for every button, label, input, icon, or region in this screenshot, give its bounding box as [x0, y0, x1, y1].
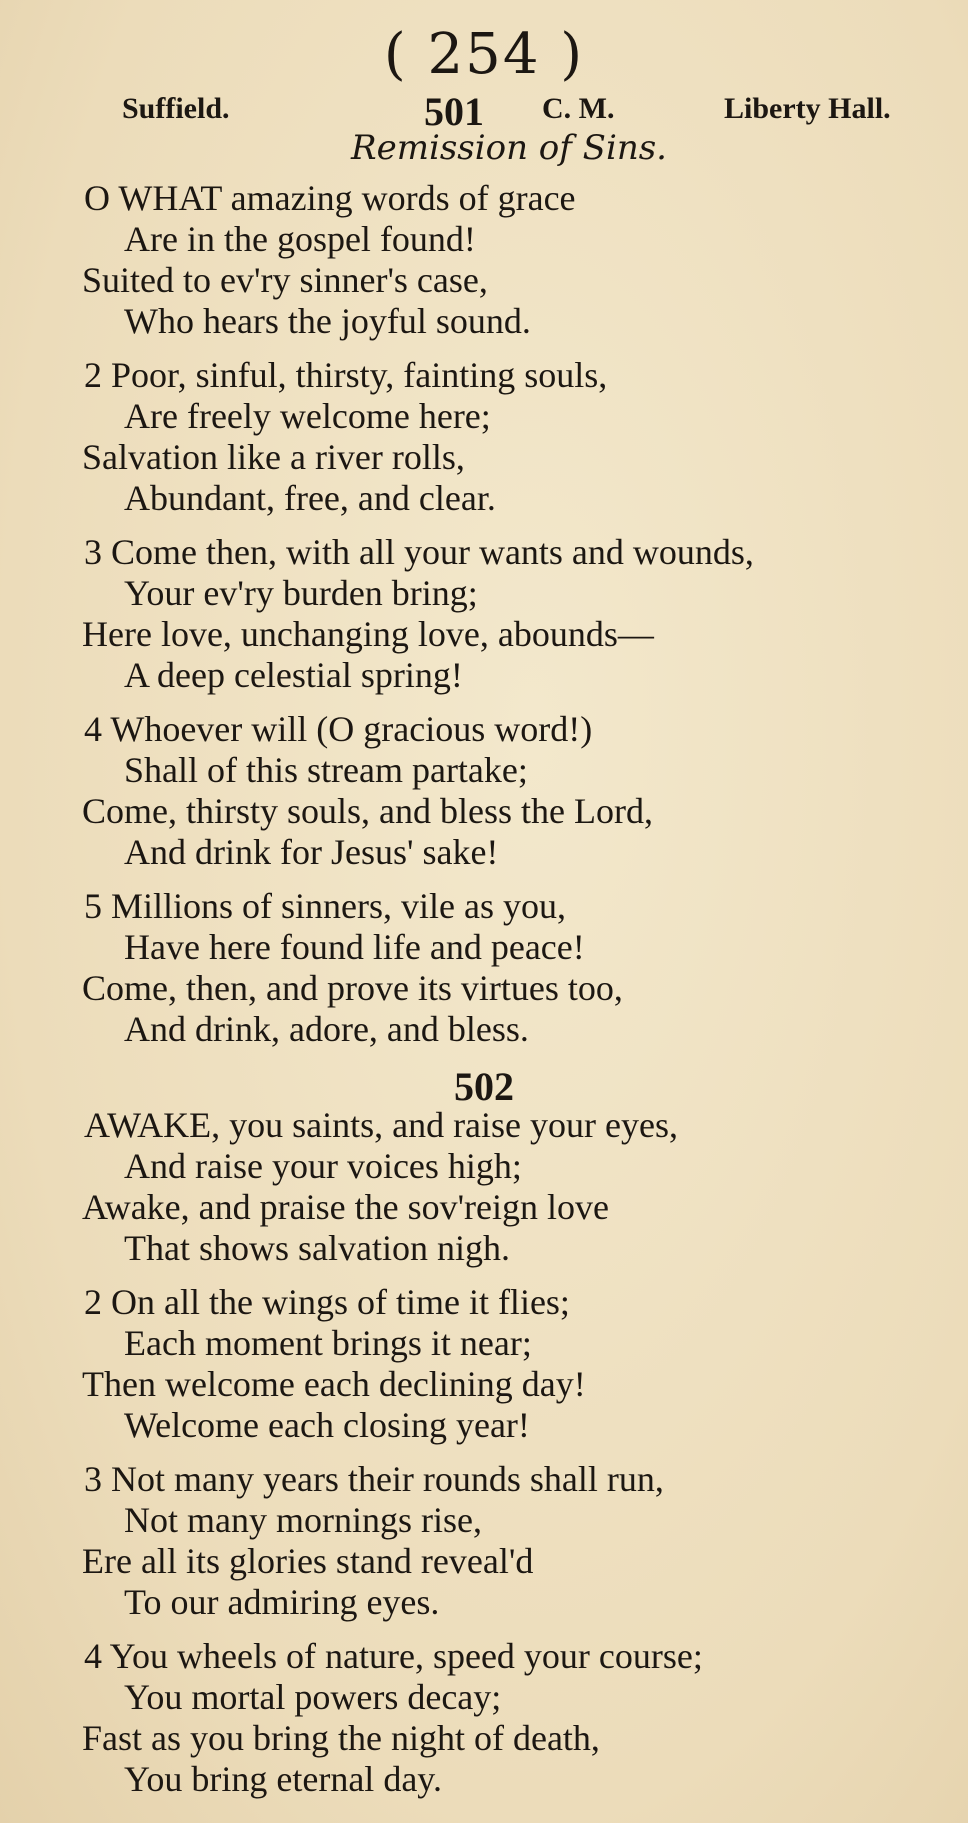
stanza: [0, 1459, 968, 1623]
stanza-line: Are freely welcome here;: [124, 396, 491, 436]
stanza-line: Then welcome each declining day!: [82, 1364, 586, 1404]
stanza-line: 5 Millions of sinners, vile as you,: [84, 886, 566, 926]
stanza-line: And drink, adore, and bless.: [124, 1009, 529, 1049]
stanza: [0, 709, 968, 873]
hymn-number: 501: [424, 89, 484, 134]
stanza: [0, 886, 968, 1050]
stanza-line: O WHAT amazing words of grace: [84, 178, 576, 218]
tune-name-right: Liberty Hall.: [724, 92, 891, 125]
stanza: [0, 1282, 968, 1446]
stanza-line: Here love, unchanging love, abounds—: [82, 614, 654, 654]
stanza-line: Fast as you bring the night of death,: [82, 1718, 600, 1758]
stanza-line: Abundant, free, and clear.: [124, 478, 496, 518]
stanza-line: Come, thirsty souls, and bless the Lord,: [82, 791, 653, 831]
stanza-line: Ere all its glories stand reveal'd: [82, 1541, 534, 1581]
stanza-line: To our admiring eyes.: [124, 1582, 440, 1622]
stanza-line: Come, then, and prove its virtues too,: [82, 968, 623, 1008]
stanza-line: AWAKE, you saints, and raise your eyes,: [84, 1105, 678, 1145]
stanza-line: 2 On all the wings of time it flies;: [84, 1282, 570, 1322]
stanza-line: You mortal powers decay;: [124, 1677, 502, 1717]
stanza-line: Suited to ev'ry sinner's case,: [82, 260, 488, 300]
stanza: [0, 1636, 968, 1800]
stanza-line: Not many mornings rise,: [124, 1500, 482, 1540]
hymn-number-2: 502: [454, 1064, 514, 1109]
hymn-title: Remission of Sins.: [351, 128, 667, 168]
stanza-line: Welcome each closing year!: [124, 1405, 530, 1445]
stanza-line: 4 Whoever will (O gracious word!): [84, 709, 593, 749]
stanza-line: Your ev'ry burden bring;: [124, 573, 478, 613]
stanza-line: Shall of this stream partake;: [124, 750, 528, 790]
stanza-line: And drink for Jesus' sake!: [124, 832, 499, 872]
page-number: ( 254 ): [383, 22, 585, 87]
stanza-line: A deep celestial spring!: [124, 655, 463, 695]
stanza-line: 3 Come then, with all your wants and wounds,: [84, 532, 754, 572]
stanza-line: Are in the gospel found!: [124, 219, 476, 259]
stanza: [0, 532, 968, 696]
hymn-meter: C. M.: [542, 92, 615, 125]
stanza-line: Awake, and praise the sov'reign love: [82, 1187, 610, 1227]
stanza-line: And raise your voices high;: [124, 1146, 522, 1186]
tune-name-left: Suffield.: [122, 92, 230, 125]
stanza: [0, 355, 968, 519]
stanza-line: Each moment brings it near;: [124, 1323, 532, 1363]
stanza-line: Salvation like a river rolls,: [82, 437, 465, 477]
stanza-line: Who hears the joyful sound.: [124, 301, 531, 341]
stanza-line: 3 Not many years their rounds shall run,: [84, 1459, 664, 1499]
stanza-line: That shows salvation nigh.: [124, 1228, 510, 1268]
stanza: [0, 178, 968, 342]
stanza: [0, 1105, 968, 1269]
stanza-line: You bring eternal day.: [124, 1759, 442, 1799]
stanza-line: 2 Poor, sinful, thirsty, fainting souls,: [84, 355, 608, 395]
stanza-line: 4 You wheels of nature, speed your course;: [84, 1636, 703, 1676]
stanza-line: Have here found life and peace!: [124, 927, 585, 967]
